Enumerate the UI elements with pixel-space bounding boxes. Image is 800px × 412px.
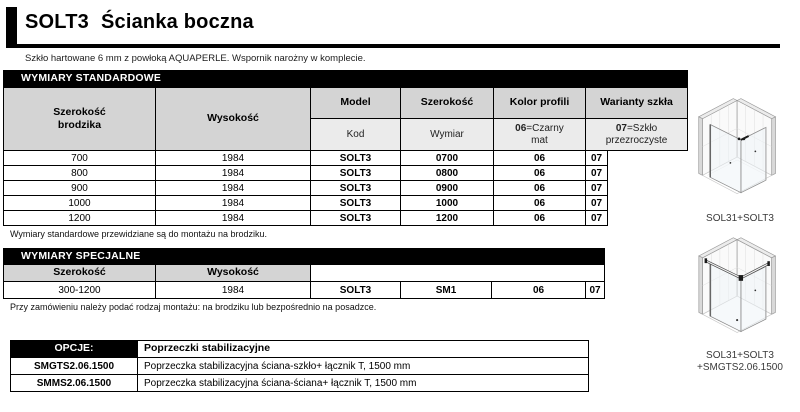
table-row — [4, 211, 688, 226]
cell-empty — [608, 166, 688, 181]
table-row — [4, 151, 688, 166]
standard-table-caption: WYMIARY STANDARDOWE — [4, 71, 688, 88]
cell-size: 1000 — [401, 196, 494, 211]
page-title — [25, 11, 254, 34]
options-label: OPCJE: — [11, 341, 138, 358]
col-header-height: Wysokość — [156, 265, 311, 282]
cell-glass: 07 — [586, 282, 605, 299]
cell-tray-width: 1000 — [4, 196, 156, 211]
special-table-caption: WYMIARY SPECJALNE — [4, 249, 605, 265]
col-header-tray-width: Szerokość brodzika — [4, 88, 156, 151]
product-name: Ścianka boczna — [100, 11, 254, 33]
figure-sol31-solt3 — [690, 90, 790, 225]
title-corner-mark — [6, 7, 17, 44]
col-header-model: Model — [311, 88, 401, 119]
header-empty-cell — [311, 265, 605, 282]
cell-empty — [608, 151, 688, 166]
options-table — [10, 340, 589, 392]
cell-model: SOLT3 — [311, 151, 401, 166]
cell-size: 0700 — [401, 151, 494, 166]
subheader-profile-legend — [494, 119, 586, 151]
option-code: SMMS2.06.1500 — [11, 375, 138, 392]
table-row — [4, 282, 605, 299]
col-header-profile-color: Kolor profili — [494, 88, 586, 119]
col-header-width: Szerokość — [4, 265, 156, 282]
cell-profile: 06 — [494, 196, 586, 211]
title-underline — [6, 44, 780, 48]
subheader-dimension: Wymiar — [401, 119, 494, 151]
profile-desc: =Czarny mat — [526, 122, 564, 146]
figure-caption: SOL31+SOLT3 +SMGTS2.06.1500 — [697, 350, 783, 373]
cell-size: 0900 — [401, 181, 494, 196]
cell-height: 1984 — [156, 211, 311, 226]
cell-empty — [608, 211, 688, 226]
table-row — [11, 375, 589, 392]
product-subtitle: Szkło hartowane 6 mm z powłoką AQUAPERLE. Wspornik narożny w komplecie. — [25, 53, 366, 64]
standard-footnote: Wymiary standardowe przewidziane są do montażu na brodziku. — [10, 229, 268, 239]
cell-model: SOLT3 — [311, 166, 401, 181]
glass-desc: =Szkło przezroczyste — [605, 122, 668, 146]
subheader-code: Kod — [311, 119, 401, 151]
figure-caption: SOL31+SOLT3 — [706, 213, 774, 224]
profile-code: 06 — [515, 122, 527, 134]
cell-profile: 06 — [494, 151, 586, 166]
cell-height: 1984 — [156, 181, 311, 196]
figure-sol31-solt3-smgts — [690, 232, 790, 374]
cell-model: SOLT3 — [311, 211, 401, 226]
shower-enclosure-drawing — [692, 90, 788, 207]
cell-model: SOLT3 — [311, 282, 401, 299]
product-code: SOLT3 — [25, 11, 89, 33]
col-header-height: Wysokość — [156, 88, 311, 151]
special-dimensions-table — [3, 248, 605, 299]
cell-empty — [608, 181, 688, 196]
cell-profile: 06 — [492, 282, 586, 299]
cell-model: SOLT3 — [311, 181, 401, 196]
options-title: Poprzeczki stabilizacyjne — [138, 341, 589, 358]
cell-profile: 06 — [494, 166, 586, 181]
table-row — [4, 166, 688, 181]
subheader-glass-legend — [586, 119, 688, 151]
cell-empty — [608, 196, 688, 211]
cell-tray-width: 800 — [4, 166, 156, 181]
table-row — [11, 358, 589, 375]
cell-tray-width: 700 — [4, 151, 156, 166]
table-row — [4, 181, 688, 196]
cell-glass: 07 — [586, 181, 608, 196]
cell-model: SOLT3 — [311, 196, 401, 211]
cell-glass: 07 — [586, 196, 608, 211]
cell-glass: 07 — [586, 151, 608, 166]
col-header-width: Szerokość — [401, 88, 494, 119]
cell-width-range: 300-1200 — [4, 282, 156, 299]
cell-profile: 06 — [494, 181, 586, 196]
glass-code: 07 — [615, 122, 627, 134]
special-footnote: Przy zamówieniu należy podać rodzaj montażu: na brodziku lub bezpośrednio na posadzce. — [10, 302, 377, 312]
cell-tray-width: 900 — [4, 181, 156, 196]
cell-profile: 06 — [494, 211, 586, 226]
cell-tray-width: 1200 — [4, 211, 156, 226]
cell-height: 1984 — [156, 151, 311, 166]
cell-glass: 07 — [586, 211, 608, 226]
col-header-glass-variant: Warianty szkła — [586, 88, 688, 119]
shower-enclosure-with-stabilizer-drawing — [692, 232, 788, 344]
table-row — [4, 196, 688, 211]
option-description: Poprzeczka stabilizacyjna ściana-szkło+ łącznik T, 1500 mm — [138, 358, 589, 375]
cell-code: SM1 — [401, 282, 492, 299]
option-description: Poprzeczka stabilizacyjna ściana-ściana+ łącznik T, 1500 mm — [138, 375, 589, 392]
cell-height: 1984 — [156, 166, 311, 181]
cell-height: 1984 — [156, 196, 311, 211]
standard-dimensions-table — [3, 70, 688, 226]
option-code: SMGTS2.06.1500 — [11, 358, 138, 375]
cell-size: 1200 — [401, 211, 494, 226]
cell-glass: 07 — [586, 166, 608, 181]
cell-size: 0800 — [401, 166, 494, 181]
cell-height: 1984 — [156, 282, 311, 299]
